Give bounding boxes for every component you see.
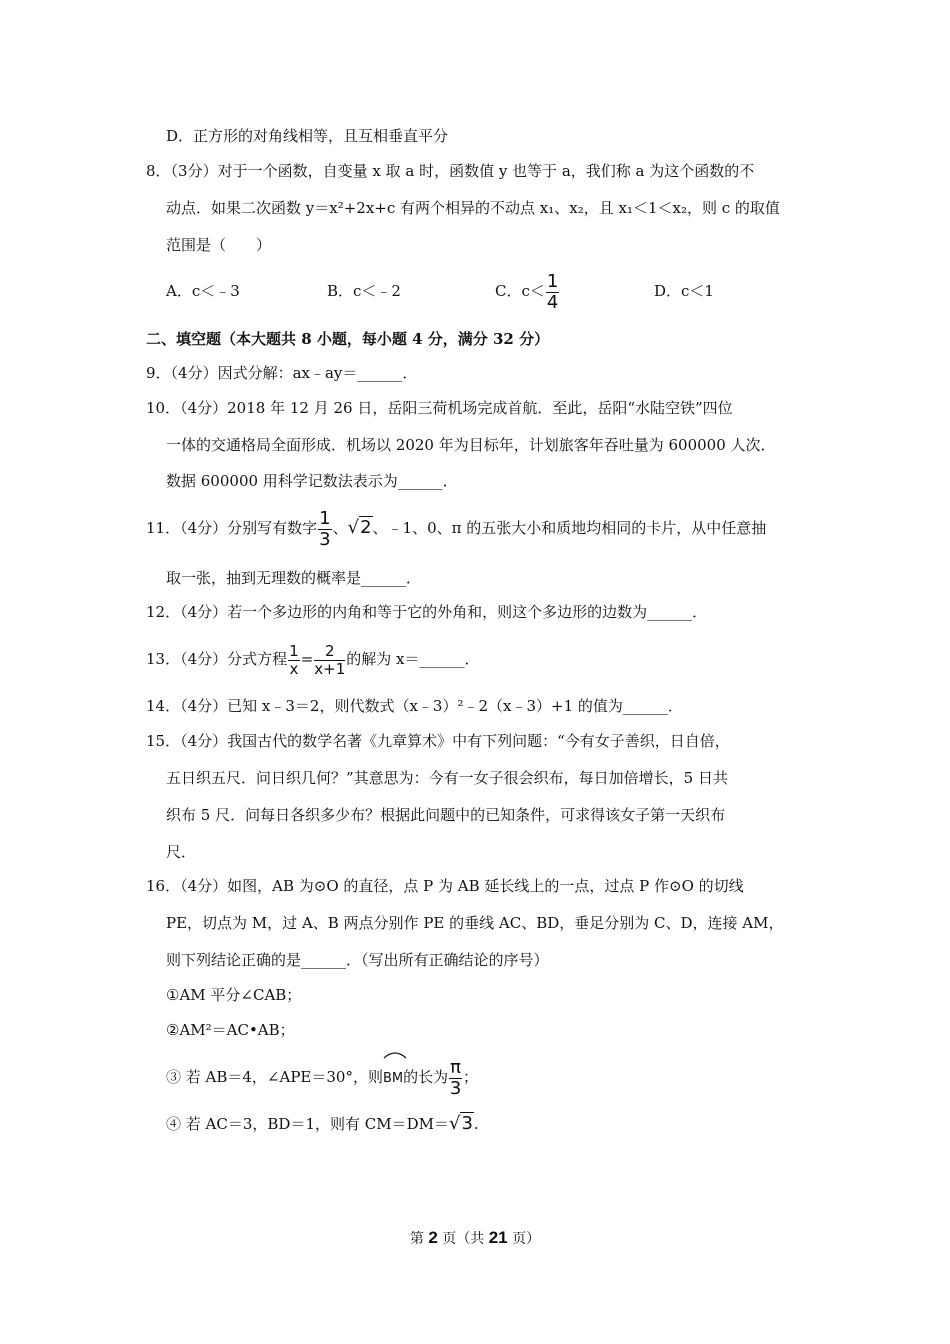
q10-line1: 10．（4分）2018 年 12 月 26 日，岳阳三荷机场完成首航．至此，岳阳“水陆空铁”四位 bbox=[146, 399, 733, 417]
q16-conclusion-1: ①AM 平分∠CAB； bbox=[166, 986, 302, 1004]
q14: 14．（4分）已知 x﹣3＝2，则代数式（x﹣3）²﹣2（x﹣3）+1 的值为______． bbox=[146, 697, 683, 715]
footer-total-pages: 21 bbox=[488, 1228, 508, 1247]
q8-option-c bbox=[495, 270, 560, 312]
footer-suffix: 页） bbox=[507, 1231, 541, 1247]
q9: 9．（4分）因式分解：ax﹣ay＝______． bbox=[146, 364, 418, 382]
q16-c4-end: . bbox=[473, 1115, 479, 1133]
q16-c4-prefix: ④ 若 AC＝3，BD＝1，则有 CM＝DM＝ bbox=[166, 1115, 449, 1133]
fraction-denominator: 3 bbox=[319, 528, 331, 550]
q16-conclusion-2: ②AM²＝AC•AB； bbox=[166, 1021, 295, 1039]
fraction-numerator: 1 bbox=[289, 641, 299, 660]
q16-c4-sqrt: √3 bbox=[448, 1113, 473, 1134]
fraction-numerator: π bbox=[450, 1056, 461, 1078]
sqrt-radicand: 2 bbox=[360, 517, 372, 538]
q11-line2: 取一张，抽到无理数的概率是______． bbox=[166, 569, 422, 587]
q8-option-c-fraction bbox=[546, 270, 559, 313]
q8-stem-line1: 8．（3分）对于一个函数，自变量 x 取 a 时，函数值 y 也等于 a，我们称 a 为这个函数的不 bbox=[146, 162, 755, 180]
q13-prefix: 13．（4分）分式方程 bbox=[146, 650, 288, 668]
footer-middle: 页（共 bbox=[437, 1231, 489, 1247]
arc-mark-icon bbox=[383, 1051, 407, 1059]
q15-line2: 五日织五尺．问日织几何？”其意思为：今有一女子很会织布，每日加倍增长，5 日共 bbox=[166, 769, 728, 787]
q16-conclusion-4 bbox=[166, 1112, 479, 1136]
q8-stem-line2: 动点．如果二次函数 y＝x²+2x+c 有两个相异的不动点 x₁、x₂，且 x₁＜1＜x₂，则 c 的取值 bbox=[166, 199, 780, 217]
q16-line2: PE，切点为 M，过 A、B 两点分别作 PE 的垂线 AC、BD，垂足分别为 C、D，连接 AM， bbox=[166, 914, 784, 932]
q13-fraction-right bbox=[314, 641, 346, 678]
q16-c3-end: ； bbox=[462, 1068, 478, 1086]
q16-c3-fraction bbox=[449, 1056, 462, 1099]
q15-line4: 尺． bbox=[166, 843, 197, 861]
q16-line1: 16．（4分）如图，AB 为⊙O 的直径，点 P 为 AB 延长线上的一点，过点 P 作⊙O 的切线 bbox=[146, 877, 744, 895]
q12: 12．（4分）若一个多边形的内角和等于它的外角和，则这个多边形的边数为______． bbox=[146, 603, 708, 621]
q15-line1: 15．（4分）我国古代的数学名著《九章算术》中有下列问题：“今有女子善织，日自倍， bbox=[146, 732, 730, 750]
fraction-denominator: x bbox=[289, 659, 299, 678]
q13-suffix: 的解为 x＝______． bbox=[346, 650, 480, 668]
q11-suffix: 、﹣1、0、π 的五张大小和质地均相同的卡片，从中任意抽 bbox=[372, 519, 767, 537]
q11-line1 bbox=[146, 506, 766, 550]
q10-line3: 数据 600000 用科学记数法表示为______． bbox=[166, 472, 458, 490]
q8-option-c-label: C．c＜ bbox=[495, 282, 545, 300]
q13 bbox=[146, 637, 480, 681]
sqrt-radicand: 3 bbox=[461, 1113, 473, 1134]
q11-sqrt: √2 bbox=[347, 517, 372, 538]
q16-conclusion-3 bbox=[166, 1055, 478, 1101]
q11-prefix: 11．（4分）分别写有数字 bbox=[146, 519, 318, 537]
q7-option-d: D．正方形的对角线相等，且互相垂直平分 bbox=[166, 127, 449, 145]
section-2-heading: 二、填空题（本大题共 8 小题，每小题 4 分，满分 32 分） bbox=[146, 330, 550, 348]
q16-line3: 则下列结论正确的是______．（写出所有正确结论的序号） bbox=[166, 951, 549, 969]
q13-fraction-left bbox=[288, 641, 300, 678]
fraction-denominator: 3 bbox=[449, 1077, 462, 1099]
fraction-denominator: 4 bbox=[546, 291, 559, 313]
fraction-numerator: 2 bbox=[314, 644, 345, 661]
fraction-numerator: 1 bbox=[319, 507, 331, 529]
arc-bm bbox=[383, 1057, 403, 1101]
q13-equals: = bbox=[300, 650, 314, 668]
q8-option-a: A．c＜﹣3 bbox=[166, 282, 240, 300]
q11-separator: 、 bbox=[332, 519, 348, 537]
page-footer bbox=[0, 1228, 950, 1248]
footer-prefix: 第 bbox=[409, 1231, 429, 1247]
fraction-numerator: 1 bbox=[546, 270, 559, 292]
q16-c3-mid: 的长为 bbox=[403, 1068, 449, 1086]
fraction-denominator: x+1 bbox=[314, 659, 346, 678]
q10-line2: 一体的交通格局全面形成．机场以 2020 年为目标年，计划旅客年吞吐量为 600000 人次． bbox=[166, 436, 776, 454]
q8-stem-line3: 范围是（ ） bbox=[166, 236, 272, 254]
q11-fraction bbox=[318, 507, 331, 550]
q15-line3: 织布 5 尺．问每日各织多少布？根据此问题中的已知条件，可求得该女子第一天织布 bbox=[166, 806, 726, 824]
arc-label: BM bbox=[382, 1071, 404, 1086]
q8-option-b: B．c＜﹣2 bbox=[327, 282, 401, 300]
q16-c3-prefix: ③ 若 AB＝4，∠APE＝30°，则 bbox=[166, 1068, 383, 1086]
q8-option-d: D．c＜1 bbox=[654, 282, 714, 300]
footer-page-number: 2 bbox=[428, 1228, 438, 1247]
